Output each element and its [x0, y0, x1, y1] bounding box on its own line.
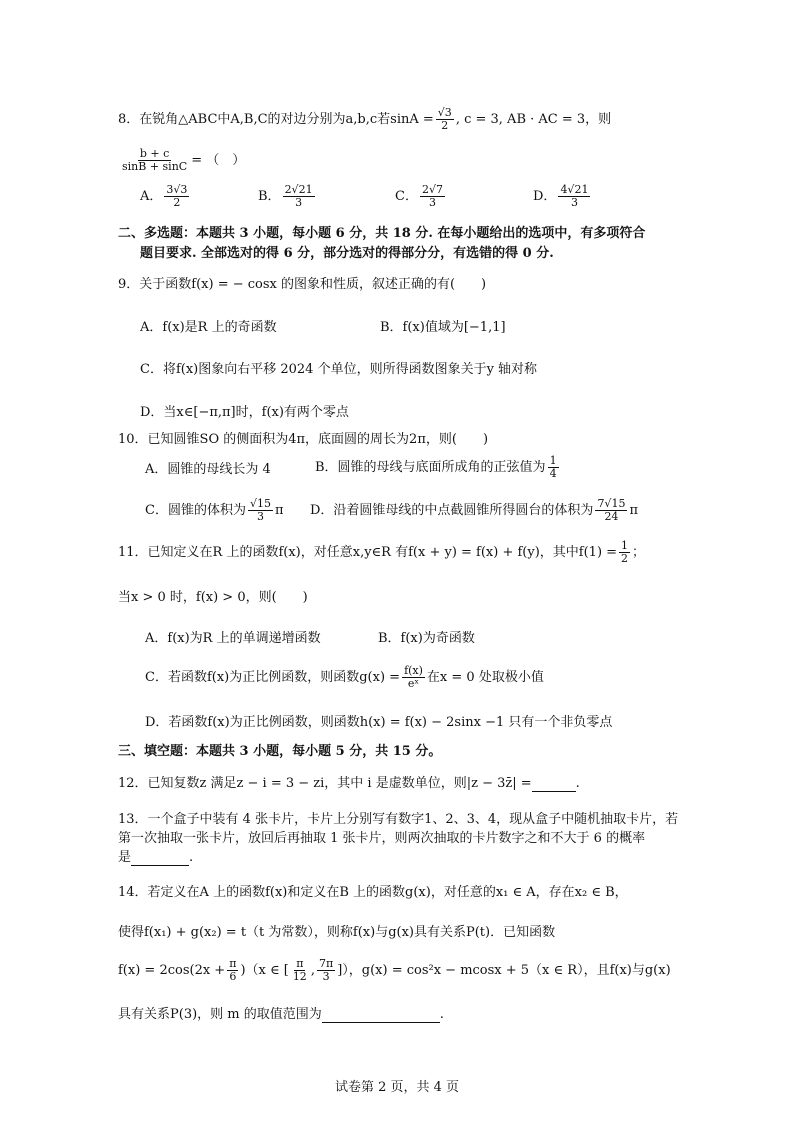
frac-num: 1 — [621, 539, 629, 552]
option-frac — [595, 498, 627, 523]
q13-line1: 13．一个盒子中装有 4 张卡片，卡片上分别写有数字1、2、3、4，现从盒子中随机抽取卡片，若 — [118, 812, 679, 827]
option-tail: π — [274, 503, 284, 519]
q9-stem: 9．关于函数f(x) = − cosx 的图象和性质，叙述正确的有( ) — [118, 277, 487, 292]
option-frac — [420, 184, 445, 209]
frac-den: 3 — [570, 196, 578, 210]
q11-text: 11．已知定义在R 上的函数f(x)，对任意x,y∈R 有f(x + y) = f(x) + f(y)，其中f(1) = — [118, 545, 618, 561]
q10-option-c — [145, 498, 284, 523]
option-label: A． — [140, 189, 163, 205]
frac-den: sinB + sinC — [122, 160, 188, 174]
q12-tail: . — [575, 776, 580, 791]
q11-frac — [619, 540, 630, 565]
q13-line2: 第一次抽取一张卡片，放回后再抽取 1 张卡片，则两次抽取的卡片数字之和不大于 6 的概率 — [118, 831, 646, 846]
frac-num: 2√21 — [284, 183, 313, 196]
q14-line3 — [118, 958, 671, 983]
q14-line1: 14．若定义在A 上的函数f(x)和定义在B 上的函数g(x)，对任意的x₁ ∈ A，存在x₂ ∈ B， — [118, 885, 628, 900]
q9-option-c: C．将f(x)图象向右平移 2024 个单位，则所得函数图象关于y 轴对称 — [140, 362, 538, 377]
option-text: B．圆锥的母线与底面所成角的正弦值为 — [315, 460, 546, 476]
q11-tail: ； — [632, 545, 646, 561]
q8-option-d — [533, 184, 592, 209]
frac-den: 4 — [549, 467, 557, 481]
option-frac — [283, 184, 315, 209]
frac-num: 4√21 — [560, 183, 589, 196]
q13-text: 是 — [118, 850, 132, 865]
frac-num: f(x) — [404, 664, 423, 677]
q14-frac-7pi3 — [317, 958, 335, 983]
option-label: C． — [395, 189, 418, 205]
q8-text-tail: , c = 3, AB · AC = 3，则 — [455, 112, 612, 128]
option-text: C．若函数f(x)为正比例函数，则函数g(x) = — [145, 670, 401, 686]
q9-option-d: D．当x∈[−π,π]时，f(x)有两个零点 — [140, 405, 349, 420]
option-frac — [164, 184, 189, 209]
option-text: D．沿着圆锥母线的中点截圆锥所得圆台的体积为 — [310, 503, 594, 519]
page-footer: 试卷第 2 页，共 4 页 — [334, 1080, 460, 1095]
q8-text: 8．在锐角△ABC中A,B,C的对边分别为a,b,c若sinA = — [118, 112, 434, 128]
q10-option-b — [315, 455, 561, 480]
frac-num: π — [296, 957, 304, 970]
frac-den: 2 — [173, 196, 181, 210]
option-label: D． — [533, 189, 557, 205]
option-text: C．圆锥的体积为 — [145, 503, 246, 519]
q10-stem: 10．已知圆锥SO 的侧面积为4π，底面圆的周长为2π，则( ) — [118, 432, 489, 447]
q10-option-d — [310, 498, 638, 523]
frac-num: 1 — [549, 454, 557, 467]
frac-num: b + c — [139, 147, 170, 160]
frac-den: 3 — [322, 970, 330, 984]
q14-text: ]），g(x) = cos²x − mcosx + 5（x ∈ R），且f(x)与g(x) — [337, 963, 671, 979]
option-frac — [248, 498, 273, 523]
q11-option-d: D．若函数f(x)为正比例函数，则函数h(x) = f(x) − 2sinx −1 只有一个非负零点 — [145, 715, 613, 730]
q8-expr-tail: = （ ） — [191, 153, 246, 169]
option-label: B． — [258, 189, 281, 205]
option-tail: 在x = 0 处取极小值 — [426, 670, 544, 686]
q14-line4 — [118, 1007, 444, 1023]
q14-text: , — [310, 963, 315, 979]
frac-num: 2√7 — [421, 183, 443, 196]
q14-line2: 使得f(x₁) + g(x₂) = t（t 为常数），则称f(x)与g(x)具有关系P(t)．已知函数 — [118, 925, 556, 940]
q11-option-c — [145, 665, 544, 690]
frac-num: π — [229, 957, 237, 970]
q14-frac-pi6 — [227, 958, 238, 983]
q14-tail: . — [439, 1007, 444, 1022]
q11-option-b: B．f(x)为奇函数 — [378, 631, 475, 646]
frac-den: 3 — [428, 196, 436, 210]
frac-num: 7π — [318, 957, 334, 970]
frac-den: 3 — [295, 196, 303, 210]
q12-text: 12．已知复数z 满足z − i = 3 − zi，其中 i 是虚数单位，则|z − 3z̄| = — [118, 776, 532, 791]
q8-expression — [118, 148, 245, 173]
q13-answer-blank[interactable] — [131, 851, 189, 866]
q11-option-a: A．f(x)为R 上的单调递增函数 — [145, 631, 321, 646]
frac-den: 24 — [604, 510, 619, 524]
q9-option-a: A．f(x)是R 上的奇函数 — [140, 320, 277, 335]
frac-num: √3 — [437, 106, 452, 119]
q11-stem — [118, 540, 645, 565]
q9-option-b: B．f(x)值域为[−1,1] — [380, 320, 506, 335]
q8-sin-frac — [436, 107, 454, 132]
section3-heading: 三、填空题：本题共 3 小题，每小题 5 分，共 15 分。 — [118, 744, 442, 759]
q8-option-c — [395, 184, 447, 209]
q10-option-a: A．圆锥的母线长为 4 — [145, 462, 271, 477]
q14-answer-blank[interactable] — [322, 1008, 440, 1023]
frac-den: 3 — [256, 510, 264, 524]
q14-text: f(x) = 2cos(2x + — [118, 963, 226, 979]
q8-option-a — [140, 184, 191, 209]
frac-den: eˣ — [407, 677, 420, 691]
q12-answer-blank[interactable] — [532, 777, 576, 792]
section2-heading-line2: 题目要求. 全部选对的得 6 分，部分选对的得部分分，有选错的得 0 分. — [140, 246, 554, 261]
q12-stem — [118, 776, 580, 792]
q11-stem-line2: 当x > 0 时，f(x) > 0，则( ) — [118, 590, 308, 605]
q13-line3 — [118, 850, 193, 866]
frac-num: 3√3 — [166, 183, 188, 196]
q14-text: )（x ∈ [ — [240, 963, 289, 979]
section2-heading-line1: 二、多选题：本题共 3 小题，每小题 6 分，共 18 分. 在每小题给出的选项中，有多项符合 — [118, 226, 646, 241]
q8-option-b — [258, 184, 317, 209]
frac-den: 2 — [621, 552, 629, 566]
frac-num: √15 — [249, 497, 271, 510]
q14-frac-pi12 — [291, 958, 309, 983]
option-frac — [558, 184, 590, 209]
q8-stem-line1 — [118, 107, 611, 132]
option-tail: π — [629, 503, 638, 519]
q14-text: 具有关系P(3)，则 m 的取值范围为 — [118, 1007, 322, 1022]
q13-tail: . — [189, 850, 194, 865]
frac-den: 6 — [229, 970, 237, 984]
option-frac — [402, 665, 425, 690]
q8-expr-frac — [120, 148, 189, 173]
frac-num: 7√15 — [597, 497, 626, 510]
frac-den: 12 — [292, 970, 307, 984]
frac-den: 2 — [441, 119, 449, 133]
option-frac — [548, 455, 559, 480]
